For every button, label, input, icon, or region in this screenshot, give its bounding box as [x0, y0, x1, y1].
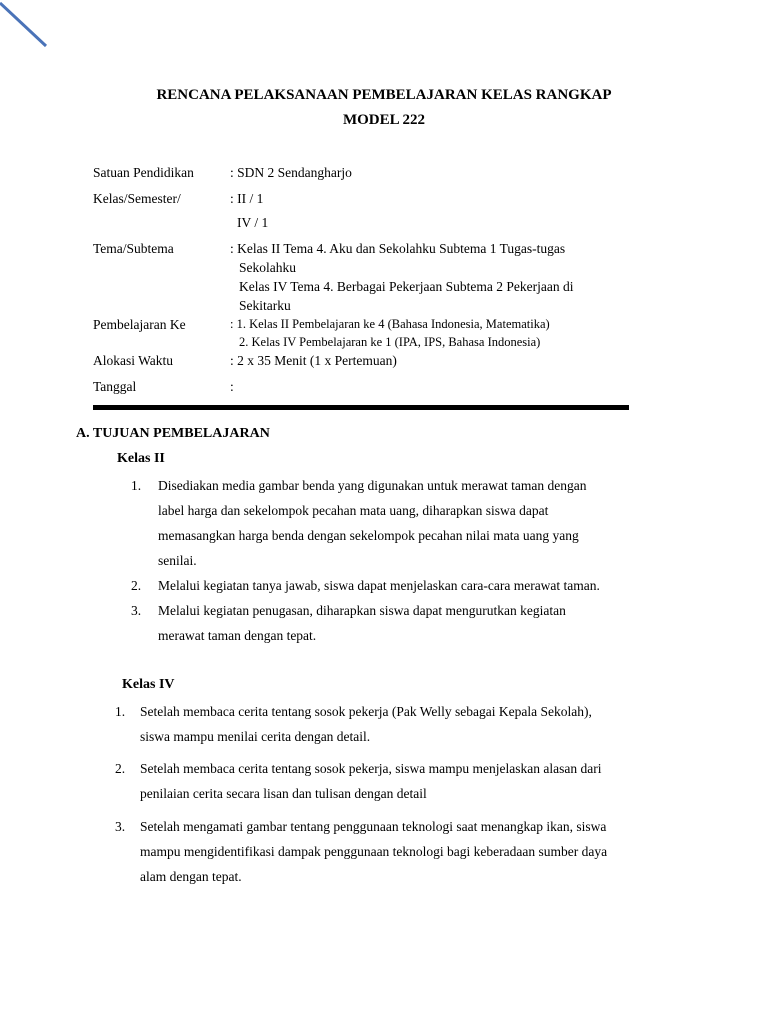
list-item	[131, 473, 691, 573]
list-text: Setelah mengamati gambar tentang penggunaan teknologi saat menangkap ikan, siswa	[140, 819, 607, 834]
kelas-iv-heading: Kelas IV	[122, 677, 175, 692]
list-text: mampu mengidentifikasi dampak penggunaan teknologi bagi keberadaan sumber daya	[140, 844, 608, 859]
info-value: : 2 x 35 Menit (1 x Pertemuan)	[230, 353, 397, 368]
info-value: : II / 1	[230, 191, 264, 206]
kelas-ii-heading: Kelas II	[117, 451, 165, 466]
list-item	[115, 756, 695, 806]
list-text: memasangkan harga benda dengan sekelompok pecahan nilai mata uang yang	[158, 528, 579, 543]
list-item	[131, 598, 691, 648]
list-text: Setelah membaca cerita tentang sosok pekerja, siswa mampu menjelaskan alasan dari	[140, 761, 602, 776]
info-label: Pembelajaran Ke	[93, 317, 186, 332]
list-text: Melalui kegiatan penugasan, diharapkan siswa dapat mengurutkan kegiatan	[158, 603, 566, 618]
list-number: 3.	[131, 603, 142, 618]
page-corner-fold-icon	[0, 0, 60, 60]
list-text: merawat taman dengan tepat.	[158, 628, 317, 643]
info-value: Sekitarku	[239, 298, 291, 313]
info-value: IV / 1	[237, 215, 269, 230]
list-number: 3.	[115, 819, 126, 834]
list-item	[131, 573, 691, 598]
list-item	[115, 814, 695, 889]
list-text: siswa mampu menilai cerita dengan detail.	[140, 729, 371, 744]
separator-rule	[93, 405, 629, 410]
list-number: 2.	[115, 761, 126, 776]
section-heading: A. TUJUAN PEMBELAJARAN	[76, 426, 270, 441]
list-text: alam dengan tepat.	[140, 869, 242, 884]
info-value: : SDN 2 Sendangharjo	[230, 165, 352, 180]
list-number: 1.	[131, 478, 142, 493]
list-text: senilai.	[158, 553, 197, 568]
info-value: Kelas IV Tema 4. Berbagai Pekerjaan Subtema 2 Pekerjaan di	[239, 279, 574, 294]
info-label: Kelas/Semester/	[93, 191, 181, 206]
info-label: Alokasi Waktu	[93, 353, 174, 368]
document-subtitle: MODEL 222	[342, 112, 426, 128]
info-value: :	[230, 379, 234, 394]
info-value: : 1. Kelas II Pembelajaran ke 4 (Bahasa Indonesia, Matematika)	[230, 317, 550, 331]
info-label: Tanggal	[93, 379, 137, 394]
list-text: Melalui kegiatan tanya jawab, siswa dapat menjelaskan cara-cara merawat taman.	[158, 578, 600, 593]
list-number: 2.	[131, 578, 142, 593]
list-text: Disediakan media gambar benda yang digunakan untuk merawat taman dengan	[158, 478, 587, 493]
info-label: Satuan Pendidikan	[93, 165, 194, 180]
document-title: RENCANA PELAKSANAAN PEMBELAJARAN KELAS RANGKAP	[156, 87, 612, 103]
list-item	[115, 699, 695, 749]
list-number: 1.	[115, 704, 126, 719]
info-label: Tema/Subtema	[93, 241, 174, 256]
list-text: Setelah membaca cerita tentang sosok pekerja (Pak Welly sebagai Kepala Sekolah),	[140, 704, 592, 719]
list-text: label harga dan sekelompok pecahan mata uang, diharapkan siswa dapat	[158, 503, 549, 518]
info-value: : Kelas II Tema 4. Aku dan Sekolahku Subtema 1 Tugas-tugas	[230, 241, 566, 256]
info-value: Sekolahku	[239, 260, 296, 275]
info-value: 2. Kelas IV Pembelajaran ke 1 (IPA, IPS, Bahasa Indonesia)	[239, 335, 541, 349]
list-text: penilaian cerita secara lisan dan tulisan dengan detail	[140, 786, 427, 801]
